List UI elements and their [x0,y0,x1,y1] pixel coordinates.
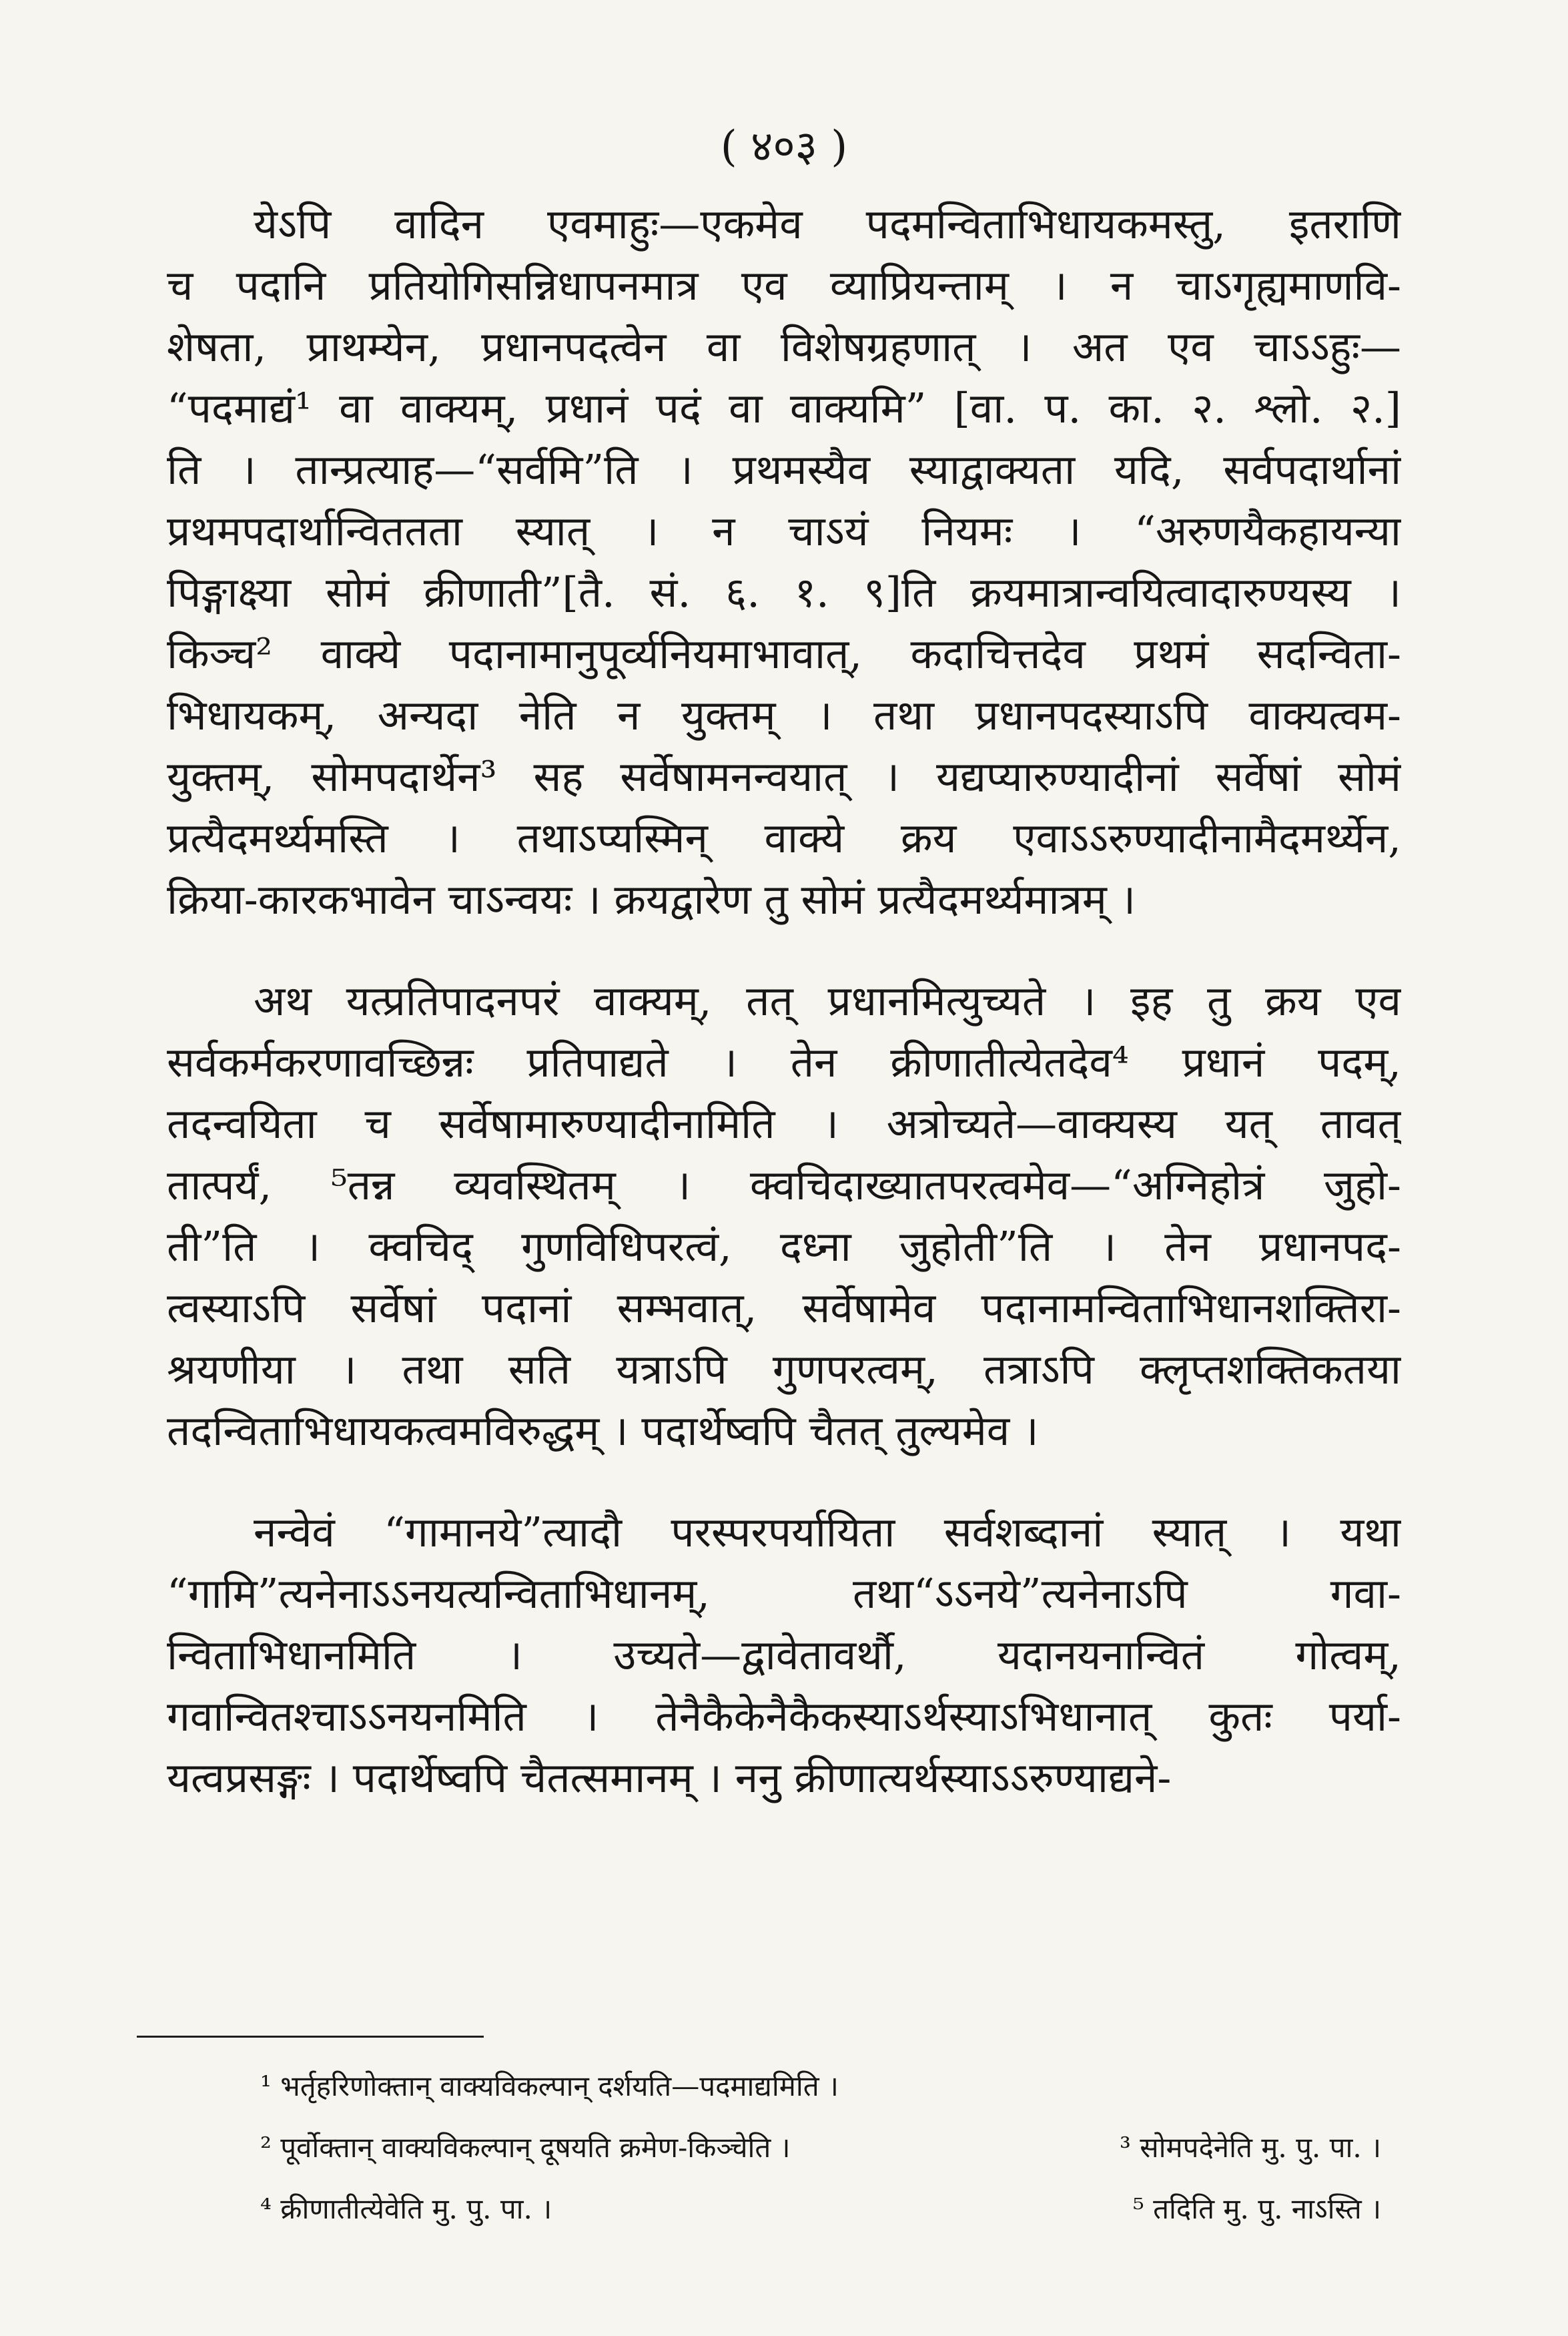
text-line: ती”ति । क्वचिद् गुणविधिपरत्वं, दध्ना जुहोती”ति । तेन प्रधानपद- [167,1222,1401,1271]
text-line: प्रत्यैदमर्थ्यमस्ति । तथाऽप्यस्मिन् वाक्ये क्रय एवाऽऽरुण्यादीनामैदमर्थ्येन, [167,814,1401,862]
text-line: क्रिया-कारकभावेन चाऽन्वयः । क्रयद्वारेण तु सोमं प्रत्यैदमर्थ्यमात्रम् । [167,875,1136,924]
text-line: तदन्वयिता च सर्वेषामारुण्यादीनामिति । अत्रोच्यते—वाक्यस्य यत् तावत् [167,1099,1401,1148]
text-line: भिधायकम्, अन्यदा नेति न युक्तम् । तथा प्रधानपदस्याऽपि वाक्यत्वम- [167,691,1401,740]
main-text [167,194,1401,1849]
text-line: तदन्विताभिधायकत्वमविरुद्धम् । पदार्थेष्वपि चैतत् तुल्यमेव । [167,1406,1039,1455]
text-line: सर्वकर्मकरणावच्छिन्नः प्रतिपाद्यते । तेन क्रीणातीत्येतदेव⁴ प्रधानं पदम्, [167,1038,1401,1087]
footnote-line [260,2056,1381,2117]
text-line: किञ्च² वाक्ये पदानामानुपूर्व्यनियमाभावात्, कदाचित्तदेव प्रथमं सदन्विता- [167,629,1401,678]
footnote-separator [137,2036,484,2038]
text-line: प्रथमपदार्थान्विततता स्यात् । न चाऽयं नियमः । “अरुणयैकहायन्या [167,507,1401,555]
text-line: न्विताभिधानमिति । उच्यते—द्वावेतावर्थौ, यदानयनान्वितं गोत्वम्, [167,1631,1401,1679]
footnote-left: ⁴ क्रीणातीत्येवेति मु. पु. पा. । [260,2193,552,2225]
text-line: यत्वप्रसङ्गः । पदार्थेष्वपि चैतत्समानम् । ननु क्रीणात्यर्थस्याऽऽरुण्याद्यने- [167,1753,1172,1802]
text-line: येऽपि वादिन एवमाहुः—एकमेव पदमन्विताभिधायकमस्तु, इतराणि [254,200,1401,248]
paragraph [167,194,1401,930]
footnote-line [260,2117,1381,2178]
paragraph [167,970,1401,1462]
footnote-right: ³ सोमपदेनेति मु. पु. पा. । [1120,2131,1381,2164]
text-line: त्वस्याऽपि सर्वेषां पदानां सम्भवात्, सर्वेषामेव पदानामन्विताभिधानशक्तिरा- [167,1283,1401,1332]
text-line: गवान्वितश्चाऽऽनयनमिति । तेनैकैकेनैकैकस्याऽर्थस्याऽभिधानात् कुतः पर्या- [167,1692,1401,1741]
text-line: च पदानि प्रतियोगिसन्निधापनमात्र एव व्याप्रियन्ताम् । न चाऽगृह्यमाणवि- [167,261,1401,310]
page-number: ( ४०३ ) [720,122,848,172]
footnotes [260,2056,1381,2240]
text-line: पिङ्गाक्ष्या सोमं क्रीणाती”[तै. सं. ६. १. ९]ति क्रयमात्रान्वयित्वादारुण्यस्य । [167,568,1401,617]
text-line: ति । तान्प्रत्याह—“सर्वमि”ति । प्रथमस्यैव स्याद्वाक्यता यदि, सर्वपदार्थानां [167,445,1401,494]
text-line: तात्पर्यं, ⁵तन्न व्यवस्थितम् । क्वचिदाख्यातपरत्वमेव—“अग्निहोत्रं जुहो- [167,1161,1401,1209]
text-line: “पदमाद्यं¹ वा वाक्यम्, प्रधानं पदं वा वाक्यमि” [वा. प. का. २. श्लो. २.] [167,384,1401,432]
text-line: “गामि”त्यनेनाऽऽनयत्यन्विताभिधानम्, तथा“ऽऽनये”त्यनेनाऽपि गवा- [167,1569,1401,1618]
footnote-left: ¹ भर्तृहरिणोक्तान् वाक्यविकल्पान् दर्शयति—पदमाद्यमिति । [260,2070,839,2102]
text-line: युक्तम्, सोमपदार्थेन³ सह सर्वेषामनन्वयात् । यद्यप्यारुण्यादीनां सर्वेषां सोमं [167,752,1401,801]
text-line: श्रयणीया । तथा सति यत्राऽपि गुणपरत्वम्, तत्राऽपि क्लृप्तशक्तिकतया [167,1345,1401,1394]
footnote-left: ² पूर्वोक्तान् वाक्यविकल्पान् दूषयति क्रमेण-किञ्चेति । [260,2131,791,2164]
text-line: अथ यत्प्रतिपादनपरं वाक्यम्, तत् प्रधानमित्युच्यते । इह तु क्रय एव [254,976,1401,1025]
footnote-right: ⁵ तदिति मु. पु. नाऽस्ति । [1132,2193,1381,2225]
footnote-line [260,2178,1381,2240]
text-line: नन्वेवं “गामानये”त्यादौ परस्परपर्यायिता सर्वशब्दानां स्यात् । यथा [254,1508,1401,1556]
text-line: शेषता, प्राथम्येन, प्रधानपदत्वेन वा विशेषग्रहणात् । अत एव चाऽऽहुः— [167,322,1401,371]
paragraph [167,1502,1401,1809]
